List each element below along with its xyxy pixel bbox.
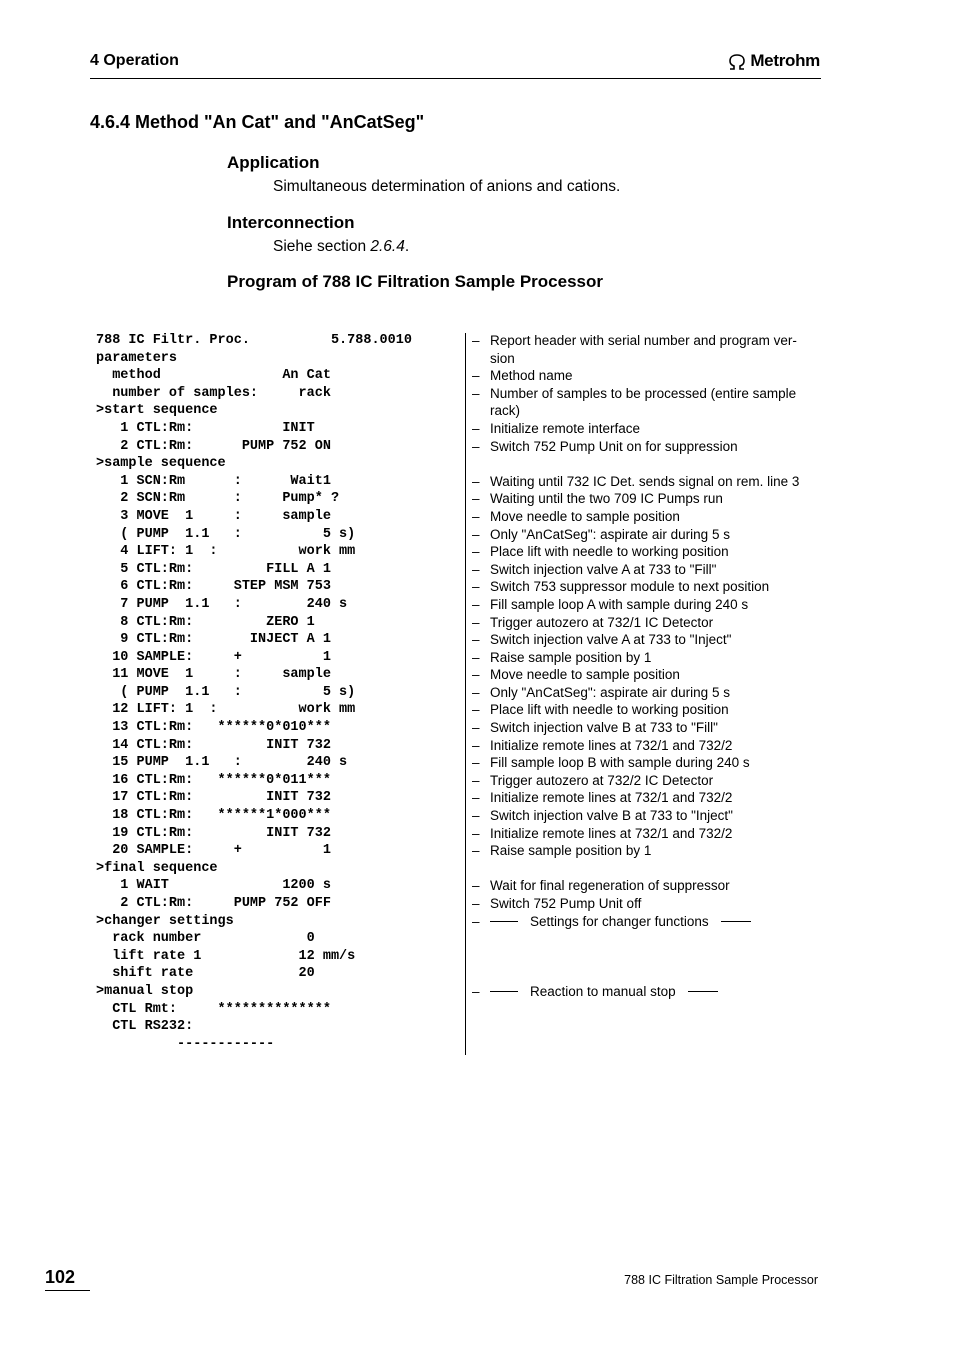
comment-line	[472, 913, 817, 931]
comment-text: Raise sample position by 1	[490, 649, 652, 665]
comment-line	[472, 631, 817, 649]
code-line: shift rate 20	[96, 966, 315, 982]
comment-dash	[472, 860, 490, 878]
comment-dash: –	[472, 772, 480, 788]
comment-dash: –	[472, 333, 480, 348]
comment-dash: –	[472, 720, 480, 736]
comment-text: Initialize remote lines at 732/1 and 732/2	[490, 737, 733, 753]
comment-text: Method name	[490, 368, 573, 384]
comment-line	[472, 842, 817, 860]
comment-text: Switch injection valve A at 733 to "Inject"	[490, 632, 732, 648]
comment-text: Move needle to sample position	[490, 508, 680, 524]
code-line: 1 CTL:Rm: INIT	[96, 420, 315, 436]
code-line: method An Cat	[96, 368, 331, 384]
code-line: >sample sequence	[96, 456, 226, 472]
comment-text: sion	[490, 350, 515, 366]
code-line: 2 CTL:Rm: PUMP 752 ON	[96, 438, 331, 454]
comment-text: Only "AnCatSeg": aspirate air during 5 s	[490, 526, 730, 542]
comment-line	[472, 789, 817, 807]
comment-text: Wait for final regeneration of suppressor	[490, 878, 730, 894]
comment-line	[472, 367, 817, 385]
comment-text: Reaction to manual stop	[530, 983, 676, 999]
code-line: 2 SCN:Rm : Pump* ?	[96, 491, 340, 507]
code-line: >final sequence	[96, 860, 218, 876]
code-line: 19 CTL:Rm: INIT 732	[96, 825, 331, 841]
code-line: >start sequence	[96, 403, 218, 419]
comment-line	[472, 455, 817, 473]
code-line: 17 CTL:Rm: INIT 732	[96, 790, 331, 806]
comment-dash	[472, 350, 490, 368]
comment-dash: –	[472, 825, 480, 841]
code-line: >changer settings	[96, 913, 234, 929]
comment-dash	[472, 965, 490, 983]
section-reference-link: 2.6.4	[370, 238, 405, 255]
code-line: 15 PUMP 1.1 : 240 s	[96, 755, 348, 771]
comment-line	[472, 772, 817, 790]
comment-text: Switch injection valve B at 733 to "Fill"	[490, 720, 718, 736]
header-rule	[90, 78, 821, 79]
comment-line	[472, 666, 817, 684]
comment-line	[472, 965, 817, 983]
page-number: 102	[45, 1267, 90, 1291]
comment-line	[472, 860, 817, 878]
comment-text: Initialize remote interface	[490, 420, 641, 436]
comment-line	[472, 737, 817, 755]
comment-line	[472, 490, 817, 508]
comment-dash: –	[472, 737, 480, 753]
comment-line	[472, 350, 817, 368]
comment-text: Initialize remote lines at 732/1 and 732/2	[490, 790, 733, 806]
comment-dash: –	[472, 473, 480, 489]
comment-dash: –	[472, 368, 480, 384]
code-line: parameters	[96, 350, 178, 366]
comment-dash: –	[472, 420, 480, 436]
comment-line	[472, 508, 817, 526]
program-comments	[472, 332, 817, 1001]
comment-dash: –	[472, 526, 480, 542]
code-line: 8 CTL:Rm: ZERO 1	[96, 614, 315, 630]
comment-line	[472, 701, 817, 719]
comment-text: rack)	[490, 403, 520, 419]
comment-line	[472, 930, 817, 948]
omega-icon	[727, 53, 747, 70]
comment-dash: –	[472, 544, 480, 560]
comment-dash: –	[472, 649, 480, 665]
comment-line	[472, 332, 817, 350]
comment-line	[472, 561, 817, 579]
comment-text: Move needle to sample position	[490, 667, 680, 683]
separator-rule	[490, 991, 518, 992]
comment-dash	[472, 455, 490, 473]
comment-dash: –	[472, 843, 480, 859]
comment-text: Waiting until 732 IC Det. sends signal on rem. line 3	[490, 473, 800, 489]
code-line: 12 LIFT: 1 : work mm	[96, 702, 356, 718]
comment-text: Switch 753 suppressor module to next position	[490, 579, 770, 595]
comment-text: Raise sample position by 1	[490, 843, 652, 859]
separator-rule	[688, 991, 718, 992]
comment-line	[472, 983, 817, 1001]
comment-dash	[472, 930, 490, 948]
comment-line	[472, 614, 817, 632]
comment-line	[472, 385, 817, 403]
comment-dash: –	[472, 702, 480, 718]
comment-dash: –	[472, 438, 480, 454]
column-divider	[465, 333, 466, 1055]
code-line: >manual stop	[96, 983, 194, 999]
comment-line	[472, 596, 817, 614]
section-title: 4.6.4 Method "An Cat" and "AnCatSeg"	[90, 112, 425, 132]
separator-rule	[721, 921, 751, 922]
comment-dash: –	[472, 385, 480, 401]
code-line: 18 CTL:Rm: ******1*000***	[96, 808, 331, 824]
comment-text: Place lift with needle to working position	[490, 544, 729, 560]
code-line: 7 PUMP 1.1 : 240 s	[96, 596, 348, 612]
comment-text: Only "AnCatSeg": aspirate air during 5 s	[490, 684, 730, 700]
code-line: 4 LIFT: 1 : work mm	[96, 544, 356, 560]
code-line: 10 SAMPLE: + 1	[96, 649, 331, 665]
code-line: 14 CTL:Rm: INIT 732	[96, 737, 331, 753]
comment-dash: –	[472, 632, 480, 648]
comment-dash	[472, 402, 490, 420]
comment-dash: –	[472, 896, 480, 911]
interconnection-heading: Interconnection	[227, 213, 355, 232]
comment-text: Switch injection valve A at 733 to "Fill"	[490, 561, 717, 577]
comment-text: Trigger autozero at 732/1 IC Detector	[490, 614, 714, 630]
comment-dash: –	[472, 913, 480, 929]
program-heading: Program of 788 IC Filtration Sample Processor	[227, 272, 604, 291]
code-line: lift rate 1 12 mm/s	[96, 948, 356, 964]
code-line: 13 CTL:Rm: ******0*010***	[96, 720, 331, 736]
metrohm-logo	[727, 51, 820, 71]
comment-text: Waiting until the two 709 IC Pumps run	[490, 491, 723, 507]
comment-text: Settings for changer functions	[530, 913, 709, 929]
comment-line	[472, 754, 817, 772]
code-line: 788 IC Filtr. Proc. 5.788.0010	[96, 333, 412, 348]
comment-line	[472, 649, 817, 667]
comment-text: Number of samples to be processed (entire sample	[490, 385, 797, 401]
comment-dash: –	[472, 808, 480, 824]
comment-dash: –	[472, 579, 480, 595]
code-line: 20 SAMPLE: + 1	[96, 843, 331, 859]
comment-dash: –	[472, 790, 480, 806]
comment-text: Place lift with needle to working position	[490, 702, 729, 718]
code-line: ( PUMP 1.1 : 5 s)	[96, 526, 356, 542]
comment-text: Fill sample loop B with sample during 240 s	[490, 755, 750, 771]
comment-line	[472, 473, 817, 491]
comment-text: Initialize remote lines at 732/1 and 732/2	[490, 825, 733, 841]
comment-dash: –	[472, 561, 480, 577]
comment-dash	[472, 948, 490, 966]
code-line: 6 CTL:Rm: STEP MSM 753	[96, 579, 331, 595]
separator-rule	[490, 921, 518, 922]
comment-text: Switch injection valve B at 733 to "Inject"	[490, 808, 733, 824]
logo-text: Metrohm	[750, 51, 820, 70]
code-line: CTL RS232:	[96, 1019, 194, 1035]
code-line: rack number 0	[96, 931, 315, 947]
comment-dash: –	[472, 614, 480, 630]
code-line: ( PUMP 1.1 : 5 s)	[96, 684, 356, 700]
chapter-header: 4 Operation	[90, 52, 179, 69]
comment-line	[472, 877, 817, 895]
comment-dash: –	[472, 596, 480, 612]
comment-line	[472, 578, 817, 596]
comment-text: Fill sample loop A with sample during 240 s	[490, 596, 749, 612]
code-line: 11 MOVE 1 : sample	[96, 667, 331, 683]
comment-text: Switch 752 Pump Unit on for suppression	[490, 438, 738, 454]
comment-dash: –	[472, 508, 480, 524]
comment-dash: –	[472, 878, 480, 894]
code-line: 2 CTL:Rm: PUMP 752 OFF	[96, 896, 331, 911]
code-line: 16 CTL:Rm: ******0*011***	[96, 772, 331, 788]
code-line: number of samples: rack	[96, 385, 331, 401]
application-text: Simultaneous determination of anions and cations.	[273, 178, 621, 195]
code-line: CTL Rmt: **************	[96, 1001, 331, 1017]
comment-line	[472, 948, 817, 966]
comment-text: Trigger autozero at 732/2 IC Detector	[490, 772, 714, 788]
code-line: 9 CTL:Rm: INJECT A 1	[96, 632, 331, 648]
code-line: 3 MOVE 1 : sample	[96, 508, 331, 524]
comment-text: Switch 752 Pump Unit off	[490, 896, 642, 911]
comment-line	[472, 526, 817, 544]
comment-dash: –	[472, 983, 480, 999]
comment-line	[472, 719, 817, 737]
comment-line	[472, 543, 817, 561]
comment-line	[472, 420, 817, 438]
interconnection-text	[273, 238, 409, 256]
application-heading: Application	[227, 153, 320, 172]
comment-dash: –	[472, 755, 480, 771]
code-line: 1 WAIT 1200 s	[96, 878, 331, 894]
comment-line	[472, 438, 817, 456]
comment-line	[472, 825, 817, 843]
comment-line	[472, 402, 817, 420]
comment-dash: –	[472, 667, 480, 683]
comment-dash: –	[472, 684, 480, 700]
code-line: 1 SCN:Rm : Wait1	[96, 473, 331, 489]
code-line: ------------	[96, 1036, 275, 1052]
interconnection-prefix: Siehe section	[273, 238, 371, 255]
comment-text: Report header with serial number and program ver-	[490, 333, 797, 348]
comment-dash: –	[472, 491, 480, 507]
comment-line	[472, 807, 817, 825]
comment-line	[472, 895, 817, 913]
code-line: 5 CTL:Rm: FILL A 1	[96, 561, 331, 577]
footer-title: 788 IC Filtration Sample Processor	[624, 1273, 818, 1287]
interconnection-suffix: .	[404, 238, 410, 255]
program-listing	[96, 332, 458, 1053]
comment-line	[472, 684, 817, 702]
